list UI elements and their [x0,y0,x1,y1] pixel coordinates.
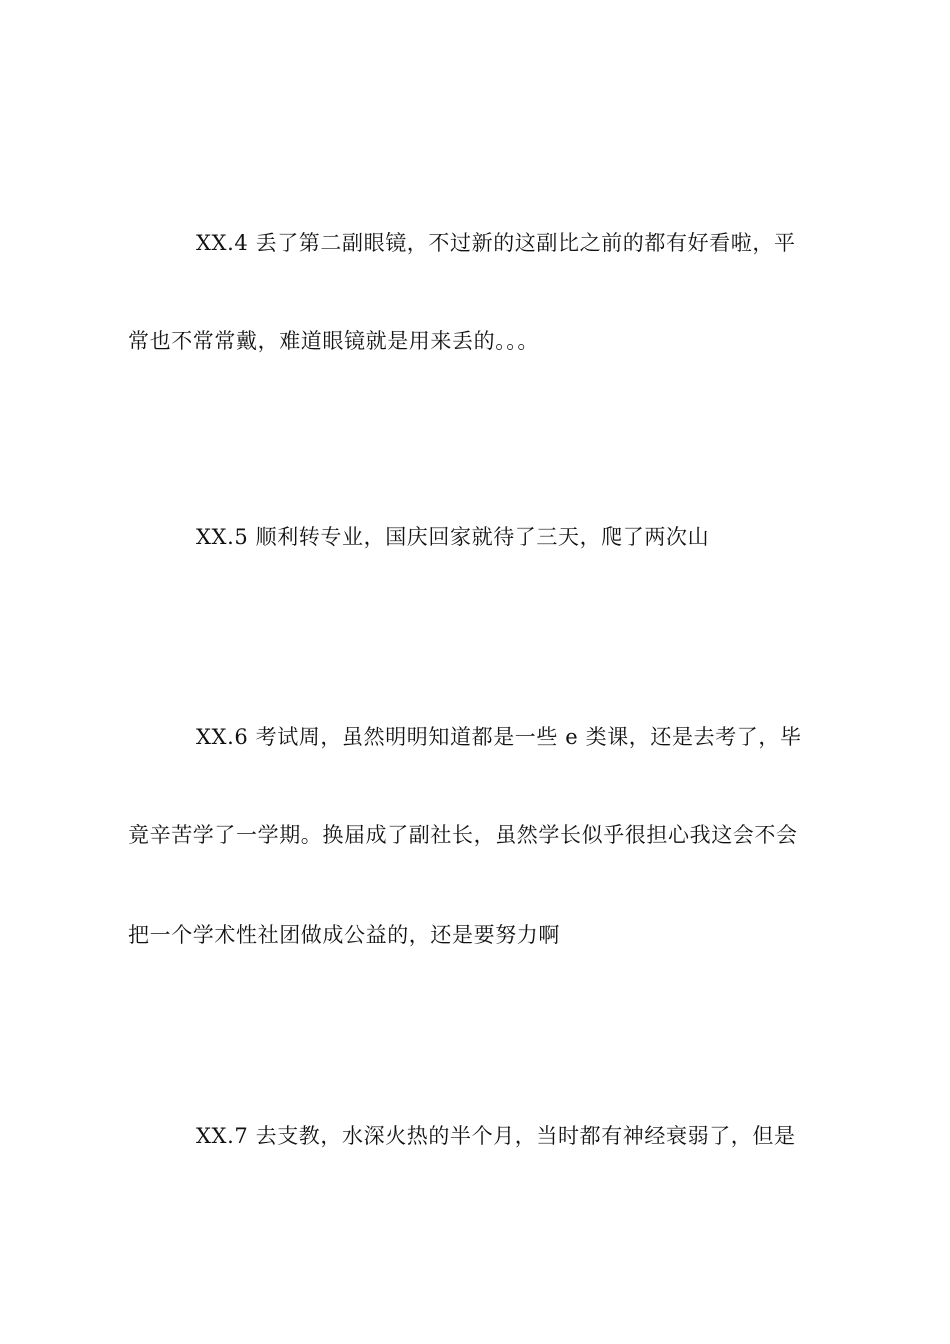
paragraph-xx5-line-1: XX.5 顺利转专业，国庆回家就待了三天，爬了两次山 [196,525,710,549]
paragraph-xx7-line-1: XX.7 去支教，水深火热的半个月，当时都有神经衰弱了，但是 [196,1124,796,1148]
paragraph-xx6-line-1: XX.6 考试周，虽然明明知道都是一些 e 类课，还是去考了，毕 [196,725,802,749]
paragraph-xx6-line-2: 竟辛苦学了一学期。换届成了副社长，虽然学长似乎很担心我这会不会 [128,823,798,847]
paragraph-xx4-line-2: 常也不常常戴，难道眼镜就是用来丢的。。。 [128,329,539,353]
paragraph-xx4-line-1: XX.4 丢了第二副眼镜，不过新的这副比之前的都有好看啦，平 [196,231,796,255]
paragraph-xx6-line-3: 把一个学术性社团做成公益的，还是要努力啊 [128,923,560,947]
